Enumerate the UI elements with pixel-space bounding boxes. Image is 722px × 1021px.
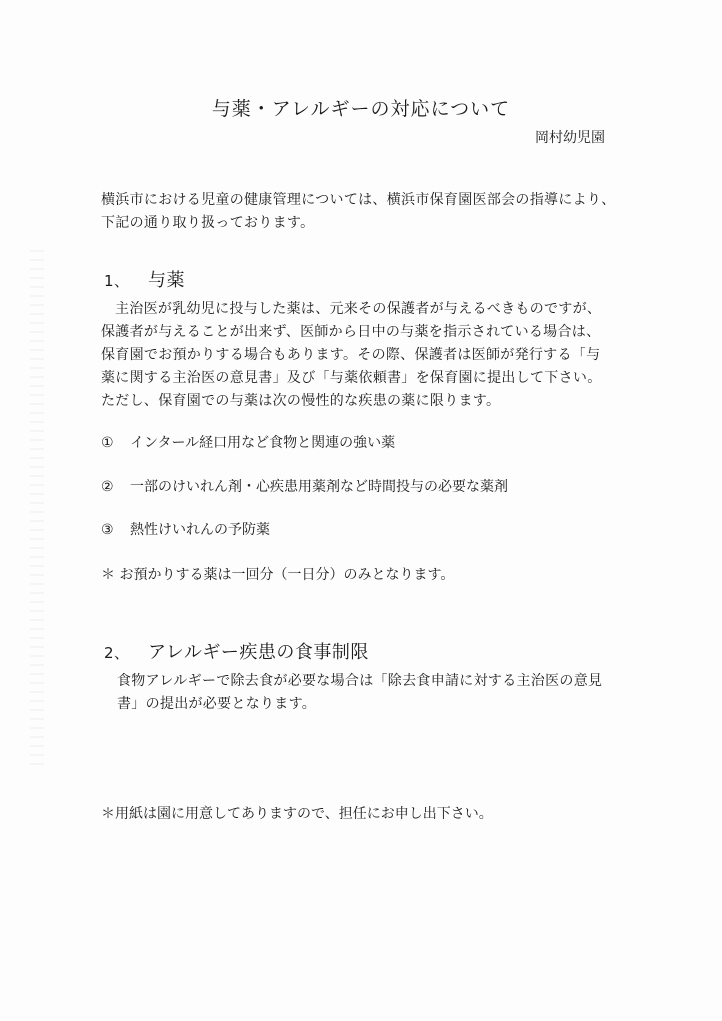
item-text: 一部のけいれん剤・心疾患用薬剤など時間投与の必要な薬剤 bbox=[130, 479, 508, 495]
item-marker: ① bbox=[101, 435, 114, 451]
section1-heading bbox=[104, 266, 185, 292]
intro-paragraph bbox=[101, 189, 616, 235]
intro-line: 下記の通り取り扱っております。 bbox=[101, 215, 315, 231]
section2-heading bbox=[104, 638, 369, 664]
item-marker: ③ bbox=[101, 522, 114, 538]
section1-line: 保護者が与えることが出来ず、医師から日中の与薬を指示されている場合は、 bbox=[101, 324, 601, 340]
section1-line: 薬に関する主治医の意見書」及び「与薬依頼書」を保育園に提出して下さい。 bbox=[101, 370, 602, 386]
section1-body bbox=[101, 298, 602, 413]
intro-line: 横浜市における児童の健康管理については、横浜市保育園医部会の指導により、 bbox=[101, 192, 616, 208]
scan-shadow bbox=[30, 250, 44, 770]
section1-number: 1、 bbox=[104, 272, 130, 290]
section1-note: ＊ お預かりする薬は一回分（一日分）のみとなります。 bbox=[101, 567, 455, 583]
item-text: インタール経口用など食物と関連の強い薬 bbox=[130, 435, 396, 451]
footer-note: ＊用紙は園に用意してありますので、担任にお申し出下さい。 bbox=[101, 806, 493, 822]
medication-item bbox=[101, 519, 270, 539]
section2-number: 2、 bbox=[104, 644, 130, 662]
section2-body bbox=[117, 670, 602, 716]
section2-line: 書」の提出が必要となります。 bbox=[117, 696, 317, 712]
document-title: 与薬・アレルギーの対応について bbox=[211, 98, 511, 120]
organization-name: 岡村幼児園 bbox=[535, 130, 605, 146]
section1-title: 与薬 bbox=[148, 270, 185, 291]
section1-line: 保育園でお預かりする場合もあります。その際、保護者は医師が発行する「与 bbox=[101, 347, 601, 363]
item-text: 熱性けいれんの予防薬 bbox=[130, 522, 270, 538]
medication-item bbox=[101, 476, 508, 496]
medication-item bbox=[101, 432, 395, 452]
section1-line: ただし、保育園での与薬は次の慢性的な疾患の薬に限ります。 bbox=[101, 393, 501, 409]
item-marker: ② bbox=[101, 479, 114, 495]
section2-line: 食物アレルギーで除去食が必要な場合は「除去食申請に対する主治医の意見 bbox=[117, 673, 603, 689]
section2-title: アレルギー疾患の食事制限 bbox=[148, 642, 369, 663]
section1-line: 主治医が乳幼児に投与した薬は、元来その保護者が与えるべきものですが、 bbox=[115, 301, 602, 317]
